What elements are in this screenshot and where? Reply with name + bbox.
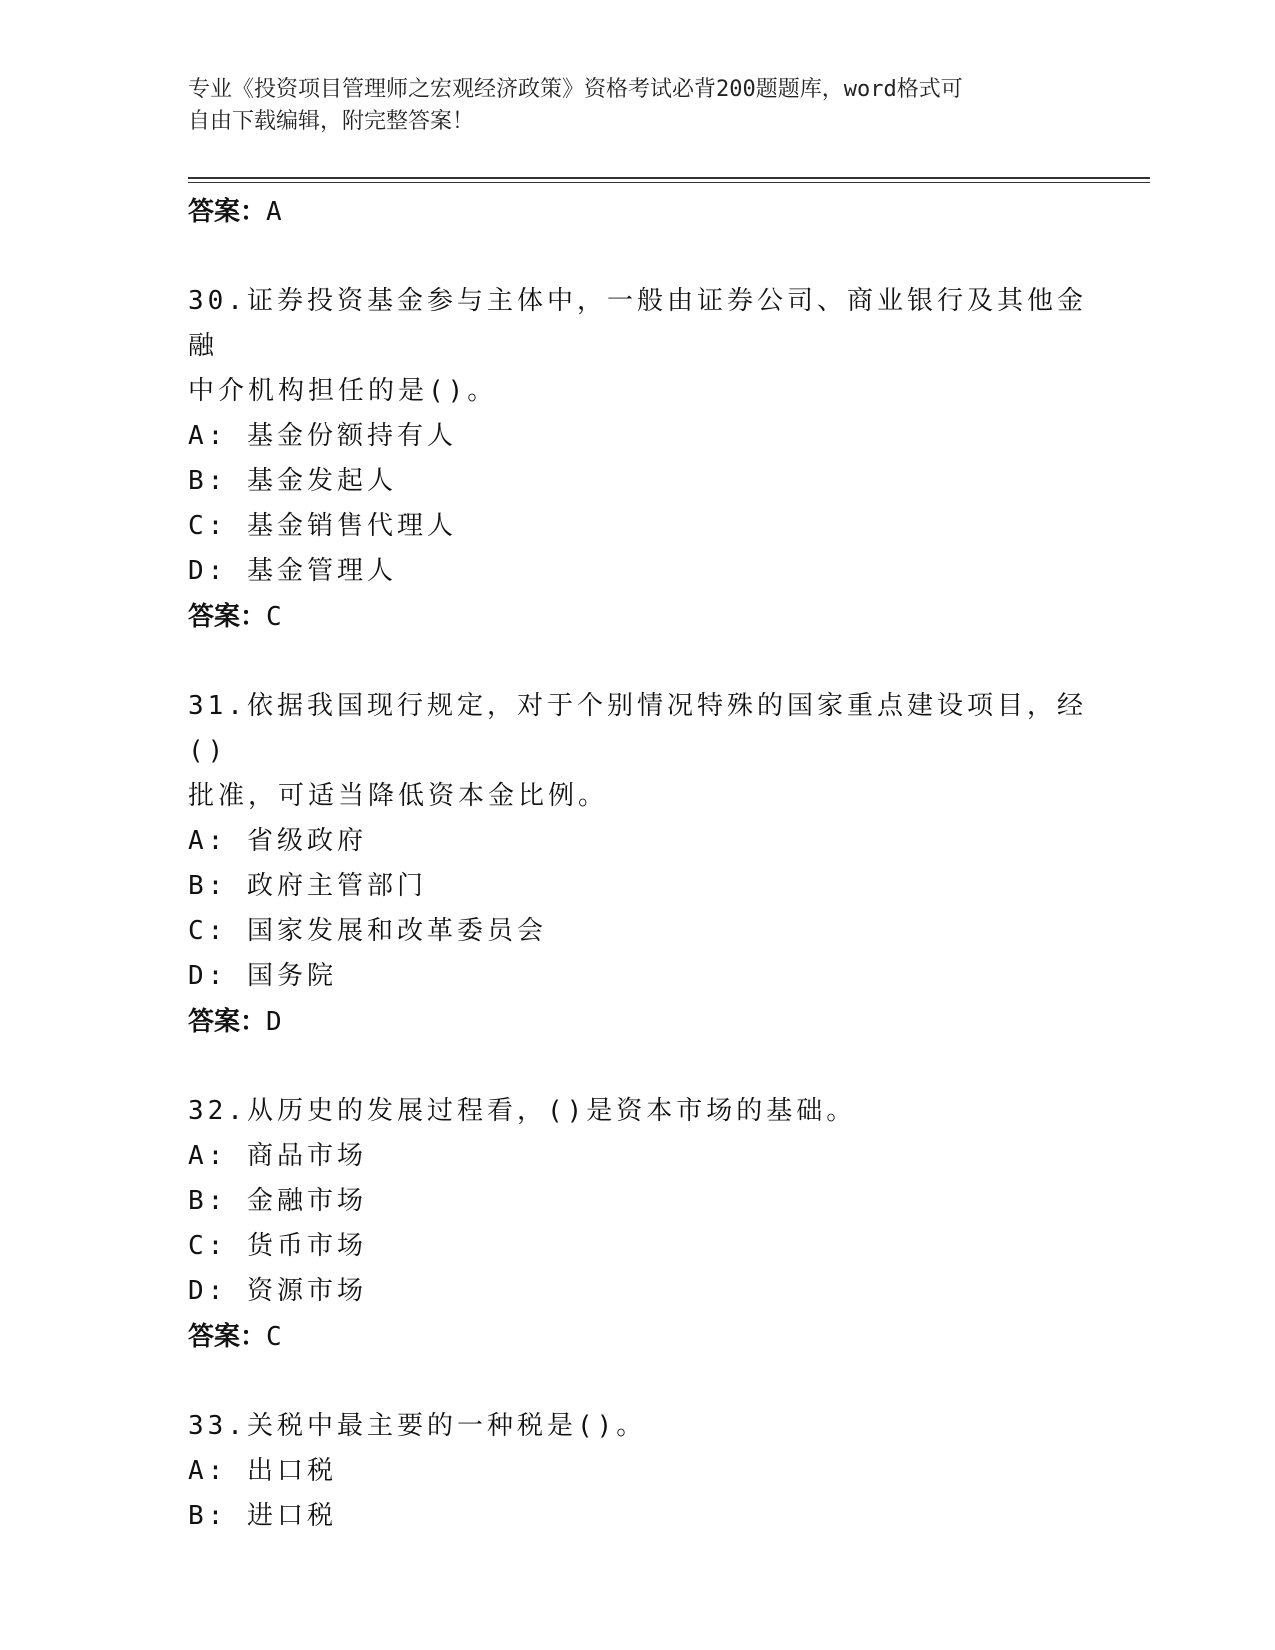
option-a: A: 出口税 xyxy=(188,1456,337,1486)
option-b: B: 进口税 xyxy=(188,1501,337,1531)
answer-line xyxy=(188,189,1088,235)
option-d: D: 国务院 xyxy=(188,961,337,991)
option-c: C: 国家发展和改革委员会 xyxy=(188,916,547,946)
header-line-2: 自由下载编辑，附完整答案！ xyxy=(188,109,475,134)
question-33 xyxy=(188,1404,1088,1539)
option-c: C: 货币市场 xyxy=(188,1231,367,1261)
answer-value: C xyxy=(266,602,282,632)
option-b: B: 政府主管部门 xyxy=(188,871,427,901)
option-a: A: 省级政府 xyxy=(188,826,367,856)
option-d: D: 基金管理人 xyxy=(188,556,397,586)
option-d: D: 资源市场 xyxy=(188,1276,367,1306)
question-stem: 33.关税中最主要的一种税是()。 xyxy=(188,1411,647,1441)
option-a: A: 商品市场 xyxy=(188,1141,367,1171)
option-b: B: 金融市场 xyxy=(188,1186,367,1216)
question-31 xyxy=(188,684,1088,1045)
answer-label: 答案： xyxy=(188,197,267,227)
answer-line xyxy=(188,1314,1088,1360)
answer-value: D xyxy=(266,1007,282,1037)
question-stem: 31.依据我国现行规定，对于个别情况特殊的国家重点建设项目，经() xyxy=(188,691,1087,766)
answer-label: 答案： xyxy=(188,602,267,632)
page-header xyxy=(188,74,1088,138)
question-32 xyxy=(188,1089,1088,1360)
answer-label: 答案： xyxy=(188,1007,267,1037)
header-rule-thin xyxy=(188,182,1150,183)
question-stem-cont: 中介机构担任的是()。 xyxy=(188,376,498,406)
answer-value: A xyxy=(266,197,282,227)
answer-value: C xyxy=(266,1322,282,1352)
answer-label: 答案： xyxy=(188,1322,267,1352)
question-stem-cont: 批准，可适当降低资本金比例。 xyxy=(188,781,609,811)
option-b: B: 基金发起人 xyxy=(188,466,397,496)
option-a: A: 基金份额持有人 xyxy=(188,421,457,451)
header-line-1: 专业《投资项目管理师之宏观经济政策》资格考试必背200题题库，word格式可 xyxy=(188,77,963,102)
document-body xyxy=(188,189,1088,1539)
header-rule-thick xyxy=(188,177,1150,179)
question-30 xyxy=(188,279,1088,640)
question-stem: 32.从历史的发展过程看，()是资本市场的基础。 xyxy=(188,1096,857,1126)
answer-line xyxy=(188,594,1088,640)
option-c: C: 基金销售代理人 xyxy=(188,511,457,541)
question-stem: 30.证券投资基金参与主体中，一般由证券公司、商业银行及其他金融 xyxy=(188,286,1087,361)
answer-line xyxy=(188,999,1088,1045)
